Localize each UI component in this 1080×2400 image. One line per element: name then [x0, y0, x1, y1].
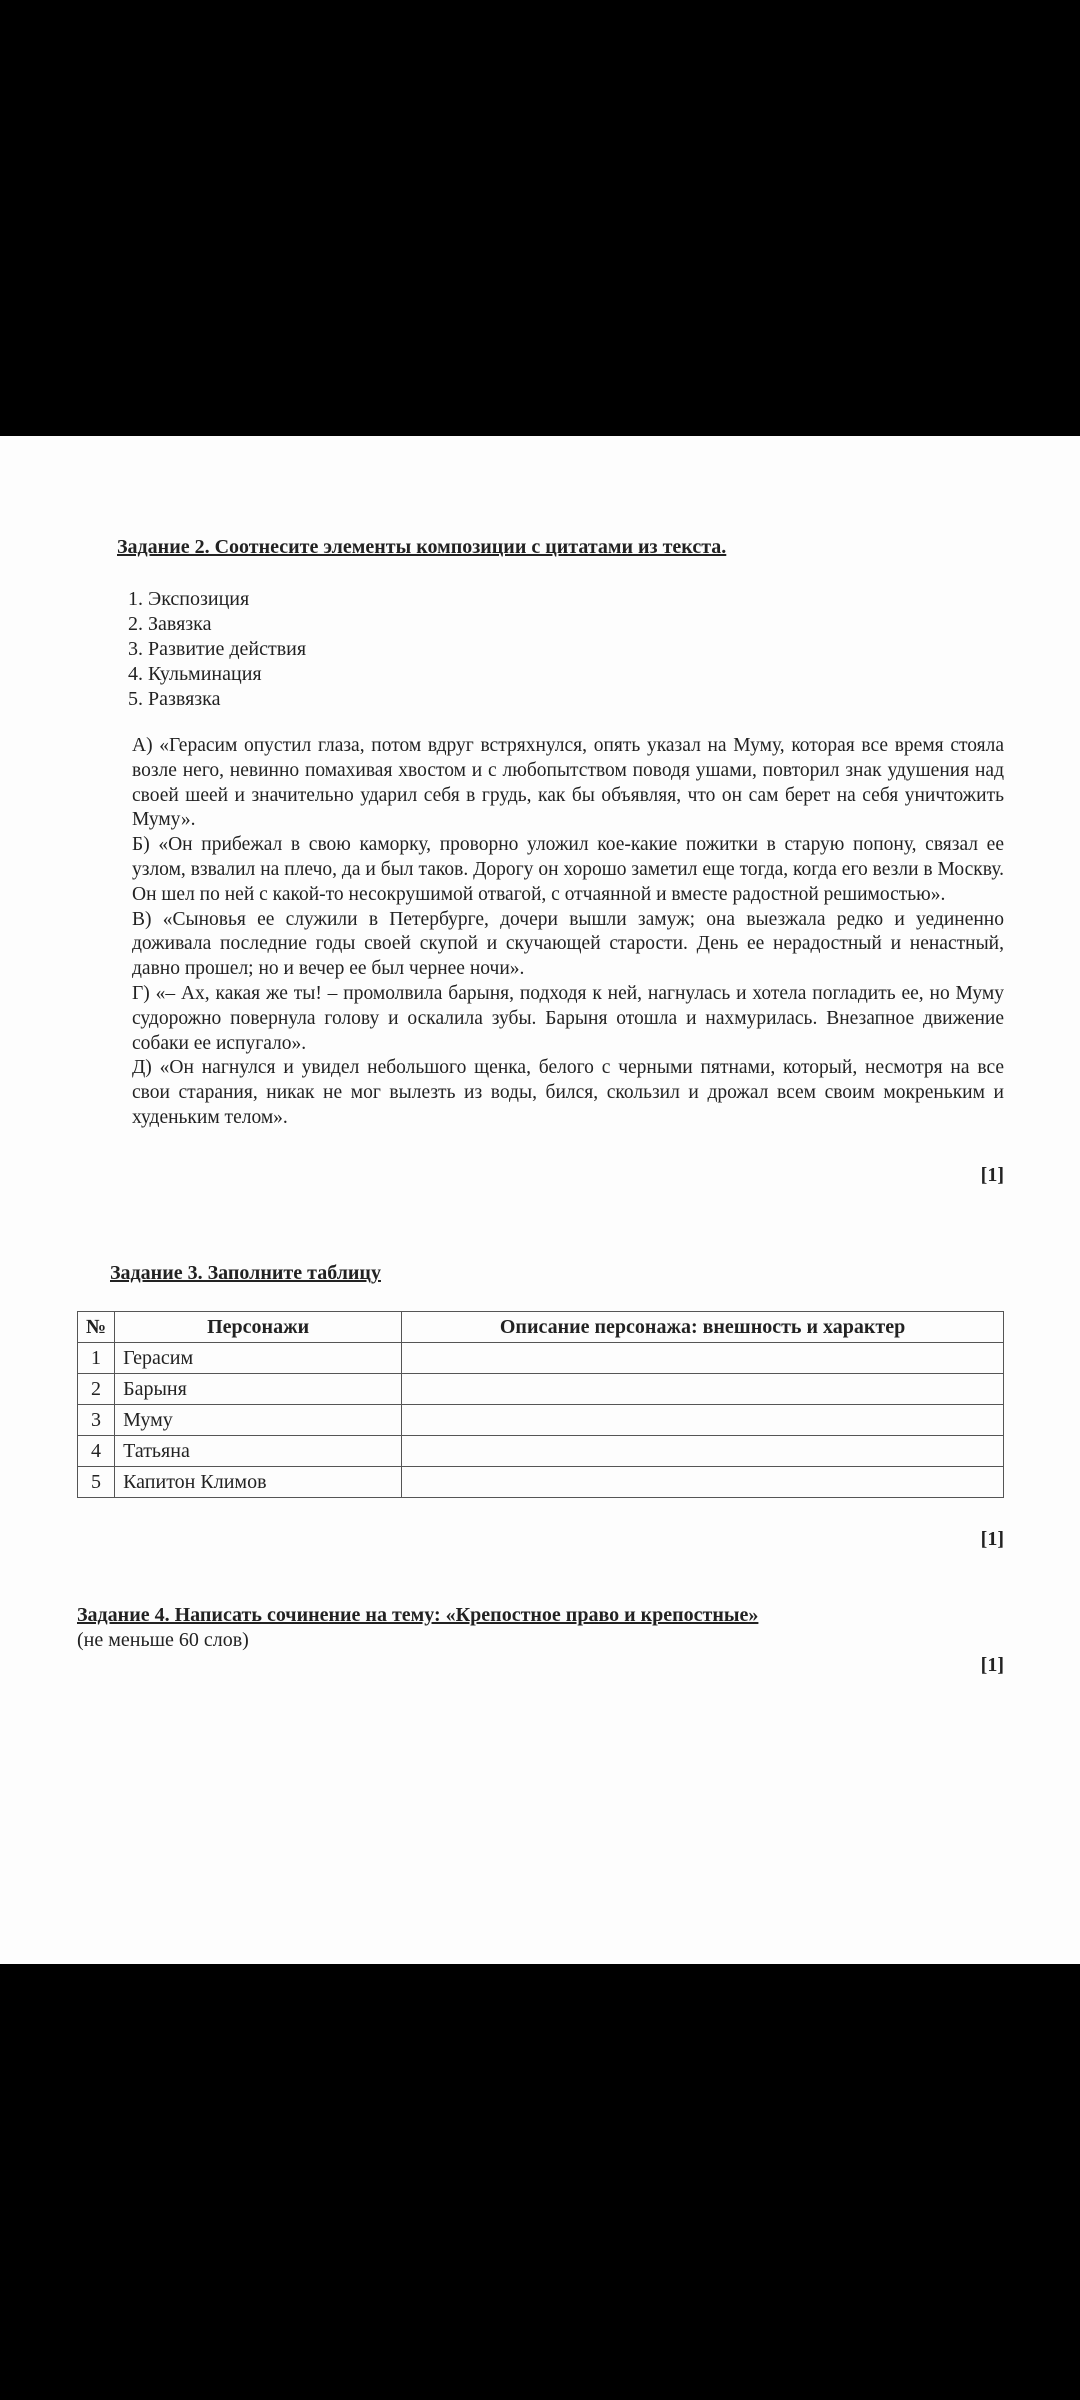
composition-elements-list [128, 587, 306, 712]
quotes-block [132, 734, 1004, 1131]
row-character: Барыня [115, 1374, 402, 1405]
list-item: 3. Развитие действия [128, 638, 307, 660]
task4-note: (не меньше 60 слов) [77, 1629, 249, 1651]
table-row [78, 1405, 1004, 1436]
quote-v: В) «Сыновья ее служили в Петербурге, дочери вышли замуж; она выезжала редко и уединенно доживала последние годы своей скупой и скучающей старости. День ее нерадостный и ненастный, давно прошел; но и вечер ее был чернее ночи». [132, 908, 1004, 980]
row-number: 2 [78, 1374, 115, 1405]
row-character: Капитон Климов [115, 1467, 402, 1498]
table-row [78, 1436, 1004, 1467]
task4-mark: [1] [980, 1654, 1004, 1676]
row-description[interactable] [402, 1405, 1004, 1436]
header-characters: Персонажи [115, 1312, 402, 1343]
table-row [78, 1374, 1004, 1405]
task4-title: Задание 4. Написать сочинение на тему: «Крепостное право и крепостные» [77, 1604, 759, 1626]
task2-title: Задание 2. Соотнесите элементы композиции с цитатами из текста. [117, 536, 727, 558]
row-number: 3 [78, 1405, 115, 1436]
quote-d: Д) «Он нагнулся и увидел небольшого щенка, белого с черными пятнами, который, несмотря на все свои старания, никак не мог вылезть из воды, бился, скользил и дрожал всем своим мокреньким и худеньким телом». [132, 1057, 1004, 1128]
task3-title: Задание 3. Заполните таблицу [110, 1262, 381, 1284]
characters-table [77, 1311, 1004, 1498]
row-number: 4 [78, 1436, 115, 1467]
row-character: Муму [115, 1405, 402, 1436]
header-number: № [78, 1312, 115, 1343]
list-item: 1. Экспозиция [128, 588, 250, 610]
row-number: 5 [78, 1467, 115, 1498]
list-item: 2. Завязка [128, 613, 212, 635]
list-item: 4. Кульминация [128, 663, 262, 685]
row-description[interactable] [402, 1374, 1004, 1405]
document-page [0, 436, 1080, 1964]
row-character: Татьяна [115, 1436, 402, 1467]
table-header-row [78, 1312, 1004, 1343]
task3-mark: [1] [980, 1528, 1004, 1550]
row-description[interactable] [402, 1343, 1004, 1374]
quote-b: Б) «Он прибежал в свою каморку, проворно уложил кое-какие пожитки в старую попону, связал ее узлом, взвалил на плечо, да и был таков. Дорогу он хорошо заметил еще тогда, когда его везли в Москву. Он шел по ней с какой-то несокрушимой отвагой, с отчаянной и вместе радостной решимостью». [132, 834, 1004, 905]
row-number: 1 [78, 1343, 115, 1374]
task2-mark: [1] [980, 1164, 1004, 1186]
header-description: Описание персонажа: внешность и характер [402, 1312, 1004, 1343]
list-item: 5. Развязка [128, 688, 221, 710]
quote-g: Г) «– Ах, какая же ты! – промолвила барыня, подходя к ней, нагнулась и хотела погладить ее, но Муму судорожно повернула голову и оскалила зубы. Барыня отошла и нахмурилась. Внезапное движение собаки ее испугало». [132, 982, 1004, 1054]
quote-a: А) «Герасим опустил глаза, потом вдруг встряхнулся, опять указал на Муму, которая все время стояла возле него, невинно помахивая хвостом и с любопытством поводя ушами, повторил знак удушения над своей шеей и значительно ударил себя в грудь, как бы объявляя, что он сам берет на себя уничтожить Муму». [132, 735, 1004, 831]
table-row [78, 1343, 1004, 1374]
row-description[interactable] [402, 1436, 1004, 1467]
table-row [78, 1467, 1004, 1498]
row-character: Герасим [115, 1343, 402, 1374]
row-description[interactable] [402, 1467, 1004, 1498]
